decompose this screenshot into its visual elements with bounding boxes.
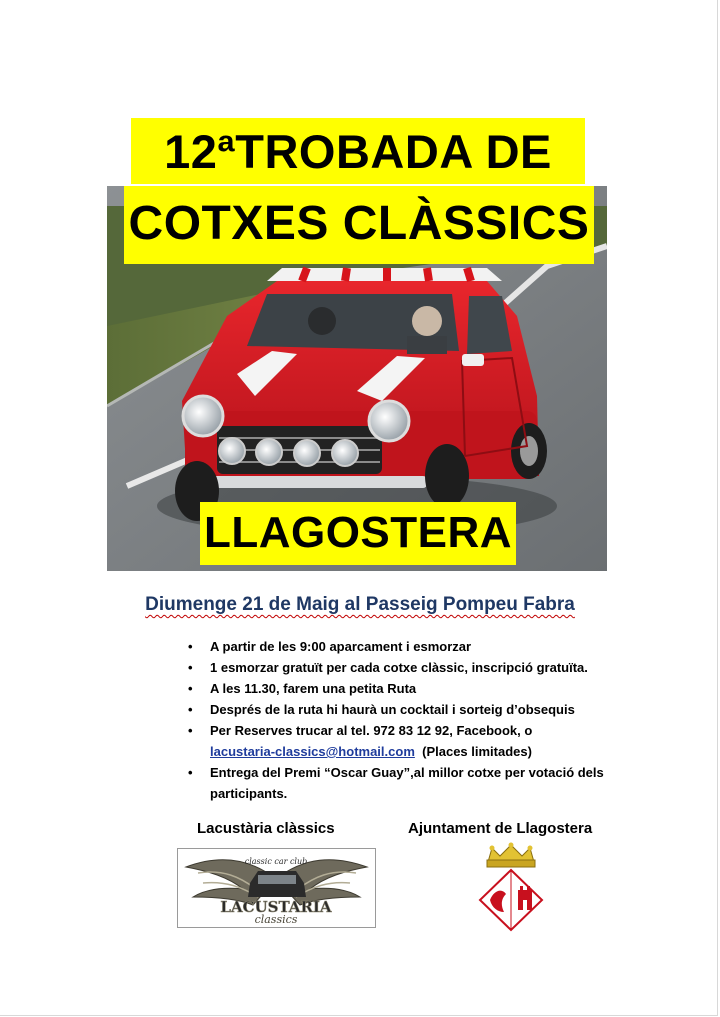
list-item-text: Després de la ruta hi haurà un cocktail i sorteig d’obsequis bbox=[210, 702, 575, 717]
event-title-line-2: COTXES CLÀSSICS bbox=[124, 186, 594, 264]
bullet-icon: • bbox=[188, 765, 193, 780]
list-item-text: A les 11.30, farem una petita Ruta bbox=[210, 681, 417, 696]
logo-name-text: LACUSTARIA bbox=[220, 898, 332, 916]
list-item bbox=[188, 657, 628, 678]
list-item-text: Per Reserves trucar al tel. 972 83 12 92, Facebook, o bbox=[210, 723, 533, 738]
bullet-icon: • bbox=[188, 681, 193, 696]
list-item bbox=[188, 678, 628, 699]
list-item-text-continued: participants. bbox=[210, 786, 288, 801]
logo-sub-text: classics bbox=[254, 913, 298, 926]
list-item-text: A partir de les 9:00 aparcament i esmorzar bbox=[210, 639, 472, 654]
list-item bbox=[188, 762, 628, 804]
date-location-line: Diumenge 21 de Maig al Passeig Pompeu Fabra bbox=[145, 594, 575, 615]
event-details-list bbox=[188, 636, 628, 804]
event-title-line-1: 12ªTROBADA DE bbox=[131, 118, 585, 184]
bullet-icon: • bbox=[188, 723, 193, 738]
organizer-club-name: Lacustària clàssics bbox=[197, 820, 335, 837]
club-logo bbox=[177, 848, 376, 928]
places-note: (Places limitades) bbox=[422, 744, 532, 759]
bullet-icon: • bbox=[188, 639, 193, 654]
list-item bbox=[188, 636, 628, 657]
email-link[interactable]: lacustaria-classics@hotmail.com bbox=[210, 744, 415, 759]
list-item-text: 1 esmorzar gratuït per cada cotxe clàssic, inscripció gratuïta. bbox=[210, 660, 588, 675]
list-item bbox=[188, 699, 628, 720]
bullet-icon: • bbox=[188, 702, 193, 717]
coat-of-arms-icon bbox=[476, 842, 546, 932]
list-item-text: Entrega del Premi “Oscar Guay”,al millor cotxe per votació dels bbox=[210, 765, 604, 780]
bullet-icon: • bbox=[188, 660, 193, 675]
logo-top-text: classic car club bbox=[244, 857, 308, 866]
list-item bbox=[188, 720, 628, 762]
organizer-council-name: Ajuntament de Llagostera bbox=[408, 820, 593, 837]
location-banner: LLAGOSTERA bbox=[200, 502, 516, 565]
